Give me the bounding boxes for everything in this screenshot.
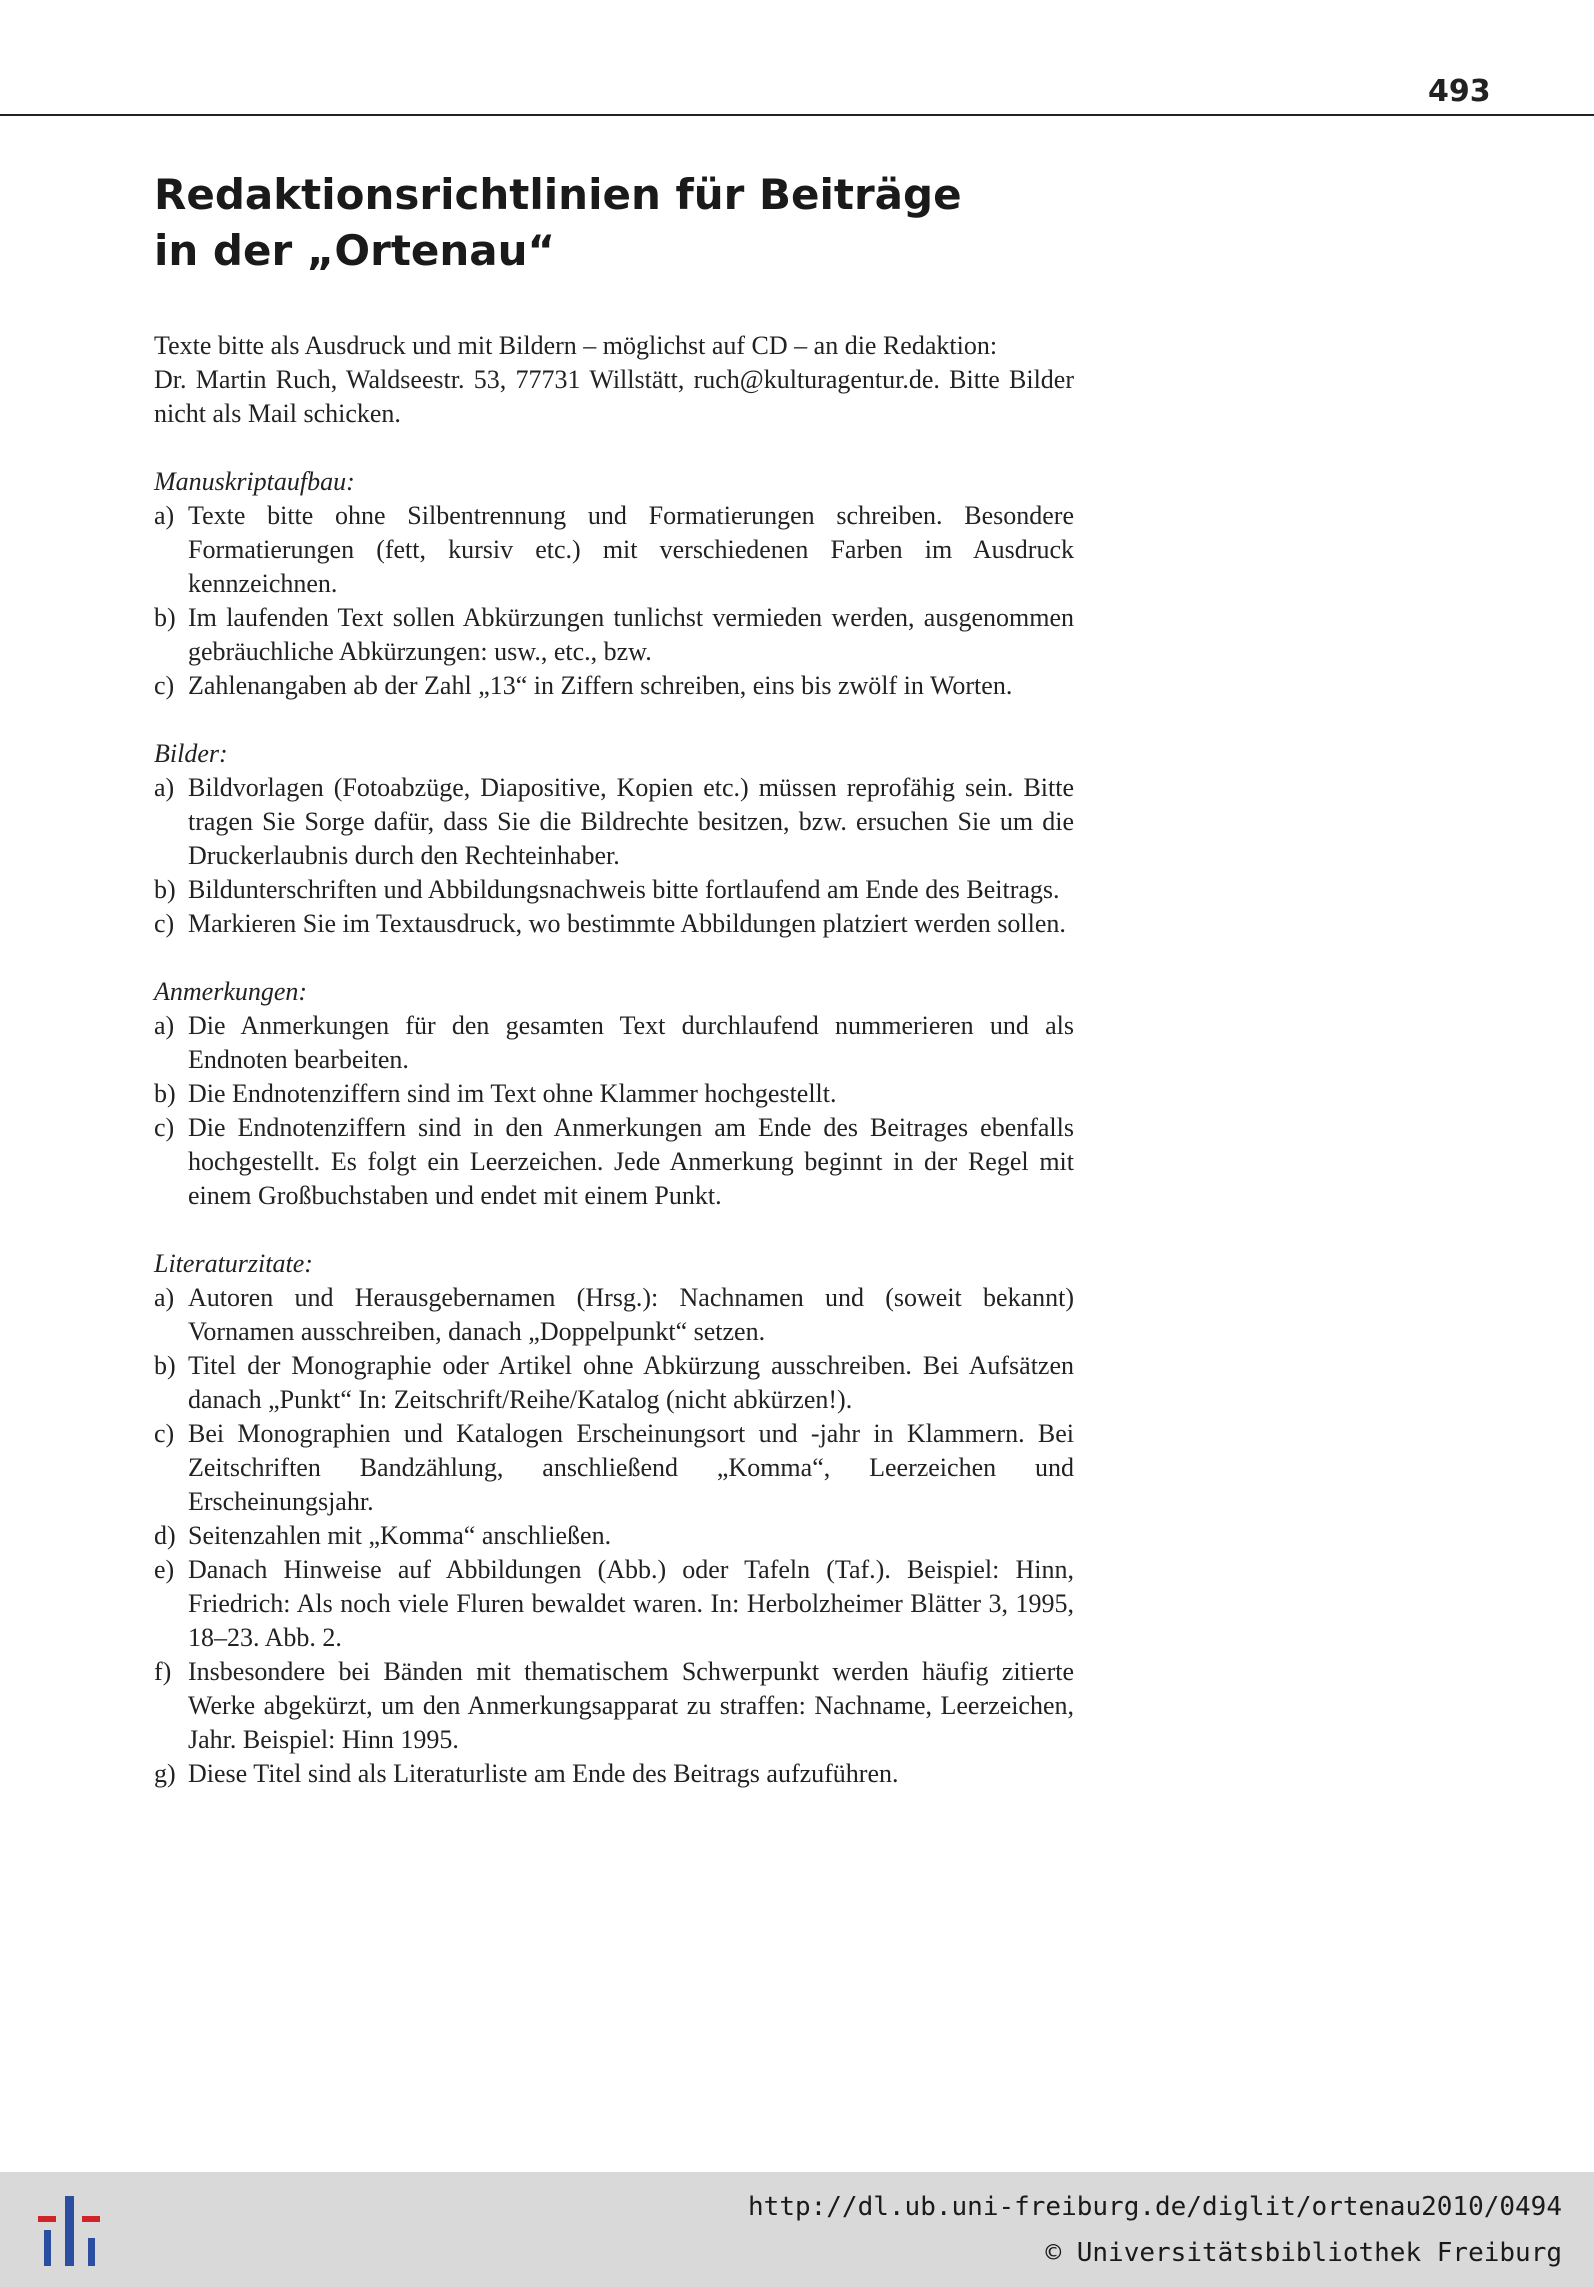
section-heading: Bilder: [154,739,228,768]
item-marker: b) [154,1079,176,1108]
item-marker: a) [154,773,175,802]
title-line-1: Redaktionsrichtlinien für Beiträge [154,170,962,219]
list-item [154,873,1074,907]
title-line-2: in der „Ortenau“ [154,226,556,275]
section-bilder [154,737,1074,941]
item-text: Seitenzahlen mit „Komma“ anschließen. [188,1521,612,1550]
item-marker: c) [154,671,175,700]
section-heading: Literaturzitate: [154,1249,313,1278]
item-text: Die Endnotenziffern sind im Text ohne Klammer hochgestellt. [188,1079,837,1108]
logo-red-dash-left [38,2216,56,2222]
list-item [154,1009,1074,1077]
section-heading: Anmerkungen: [154,977,308,1006]
page-number: 493 [1428,74,1491,109]
footer-bar [0,2172,1594,2287]
section-literaturzitate [154,1247,1074,1791]
item-marker: g) [154,1759,176,1788]
item-text: Bei Monographien und Katalogen Erscheinungsort und -jahr in Klammern. Bei Zeitschriften Bandzählung, anschließend „Komma“, Leerzeichen und Erscheinungsjahr. [188,1419,1074,1516]
list-item [154,1553,1074,1655]
item-text: Zahlenangaben ab der Zahl „13“ in Ziffern schreiben, eins bis zwölf in Worten. [188,671,1013,700]
list-item [154,1349,1074,1417]
intro-address: Dr. Martin Ruch, Waldseestr. 53, 77731 Willstätt, ruch@kulturagentur.de. Bitte Bilder nicht als Mail schicken. [154,365,1074,428]
list-item [154,1519,1074,1553]
item-marker: e) [154,1555,175,1584]
list-item [154,1281,1074,1349]
item-list [154,771,1074,941]
item-text: Diese Titel sind als Literaturliste am Ende des Beitrags aufzuführen. [188,1759,899,1788]
item-text: Markieren Sie im Textausdruck, wo bestimmte Abbildungen platziert werden sollen. [188,909,1066,938]
item-marker: d) [154,1521,176,1550]
section-heading: Manuskriptaufbau: [154,467,355,496]
top-rule [0,114,1594,116]
document-title [154,167,962,279]
list-item [154,499,1074,601]
item-text: Die Endnotenziffern sind in den Anmerkungen am Ende des Beitrages ebenfalls hochgestellt. Es folgt ein Leerzeichen. Jede Anmerkung beginnt in der Regel mit einem Großbuchstaben und endet mit einem Punkt. [188,1113,1074,1210]
item-text: Insbesondere bei Bänden mit thematischem Schwerpunkt werden häufig zitierte Werke abgekürzt, um den Anmerkungsapparat zu straffen: Nachname, Leerzeichen, Jahr. Beispiel: Hinn 1995. [188,1657,1074,1754]
list-item [154,1417,1074,1519]
list-item [154,1077,1074,1111]
library-logo-icon [38,2194,102,2270]
item-marker: b) [154,603,176,632]
logo-blue-bar-right [88,2238,95,2266]
list-item [154,669,1074,703]
footer-url[interactable]: http://dl.ub.uni-freiburg.de/diglit/ortenau2010/0494 [748,2192,1562,2222]
item-marker: c) [154,1419,175,1448]
item-text: Die Anmerkungen für den gesamten Text durchlaufend nummerieren und als Endnoten bearbeiten. [188,1011,1074,1074]
list-item [154,1655,1074,1757]
item-text: Autoren und Herausgebernamen (Hrsg.): Nachnamen und (soweit bekannt) Vornamen ausschreiben, danach „Doppelpunkt“ setzen. [188,1283,1074,1346]
list-item [154,1111,1074,1213]
item-list [154,499,1074,703]
item-marker: a) [154,501,175,530]
item-marker: c) [154,909,175,938]
item-text: Bildunterschriften und Abbildungsnachweis bitte fortlaufend am Ende des Beitrags. [188,875,1060,904]
item-text: Titel der Monographie oder Artikel ohne Abkürzung ausschreiben. Bei Aufsätzen danach „Punkt“ In: Zeitschrift/Reihe/Katalog (nicht abkürzen!). [188,1351,1074,1414]
list-item [154,1757,1074,1791]
item-text: Texte bitte ohne Silbentrennung und Formatierungen schreiben. Besondere Formatierungen (fett, kursiv etc.) mit verschiedenen Farben im Ausdruck kennzeichnen. [188,501,1074,598]
list-item [154,771,1074,873]
footer-copyright: © Universitätsbibliothek Freiburg [1045,2238,1562,2268]
logo-blue-bar-left [44,2230,51,2266]
item-text: Im laufenden Text sollen Abkürzungen tunlichst vermieden werden, ausgenommen gebräuchliche Abkürzungen: usw., etc., bzw. [188,603,1074,666]
item-marker: a) [154,1283,175,1312]
item-list [154,1009,1074,1213]
list-item [154,907,1074,941]
section-anmerkungen [154,975,1074,1213]
item-text: Danach Hinweise auf Abbildungen (Abb.) oder Tafeln (Taf.). Beispiel: Hinn, Friedrich: Als noch viele Fluren bewaldet waren. In: Herbolzheimer Blätter 3, 1995, 18–23. Abb. 2. [188,1555,1074,1652]
item-marker: a) [154,1011,175,1040]
item-text: Bildvorlagen (Fotoabzüge, Diapositive, Kopien etc.) müssen reprofähig sein. Bitte tragen Sie Sorge dafür, dass Sie die Bildrechte besitzen, bzw. ersuchen Sie um die Druckerlaubnis durch den Rechteinhaber. [188,773,1074,870]
body-text [154,329,1074,1791]
logo-blue-bar-center [65,2196,74,2266]
item-marker: b) [154,1351,176,1380]
intro-paragraph: Texte bitte als Ausdruck und mit Bildern – möglichst auf CD – an die Redaktion: [154,331,998,360]
item-marker: b) [154,875,176,904]
item-list [154,1281,1074,1791]
item-marker: f) [154,1657,172,1686]
logo-red-dash-right [82,2216,100,2222]
section-manuskriptaufbau [154,465,1074,703]
list-item [154,601,1074,669]
item-marker: c) [154,1113,175,1142]
